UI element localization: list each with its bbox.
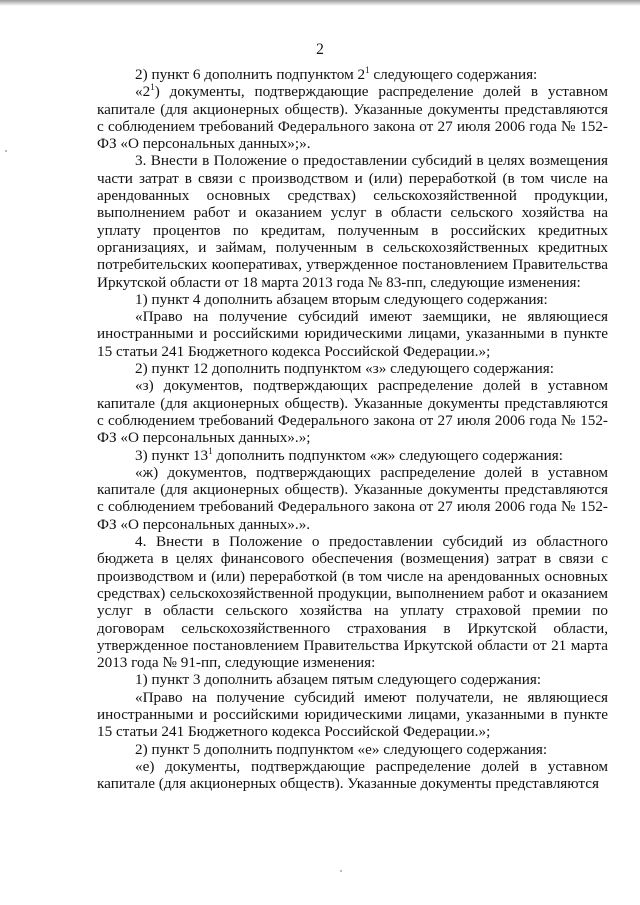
page-number: 2 xyxy=(316,41,324,58)
scan-speck xyxy=(340,870,342,872)
scan-edge-shadow xyxy=(0,0,640,6)
document-paragraph xyxy=(97,377,608,446)
paragraph-text: следующего содержания: xyxy=(369,66,538,83)
paragraph-text: 2) пункт 6 дополнить подпунктом 2 xyxy=(135,66,366,83)
document-paragraph xyxy=(97,66,608,83)
paragraph-text: «з) документов, подтверждающих распределение долей в уставном капитале (для акционерных обществ). Указанные документы представляются с соблюдением требований Федерального закона от 27 июля 2006 года № 152-ФЗ «О персональных данных».»; xyxy=(97,377,608,447)
superscript-index: 1 xyxy=(365,65,370,75)
document-paragraph xyxy=(97,758,608,793)
document-paragraph xyxy=(97,152,608,290)
document-paragraph xyxy=(97,447,608,464)
document-body xyxy=(97,66,608,792)
document-paragraph xyxy=(97,291,608,308)
paragraph-text: «Право на получение субсидий имеют заемщики, не являющиеся иностранными и российскими юридическими лицами, указанными в пункте 15 статьи 241 Бюджетного кодекса Российской Федерации.»; xyxy=(97,308,608,360)
paragraph-text: 1) пункт 3 дополнить абзацем пятым следующего содержания: xyxy=(135,671,542,689)
scan-speck xyxy=(5,150,7,152)
document-paragraph xyxy=(97,689,608,741)
paragraph-text: 3) пункт 13 xyxy=(135,446,209,464)
paragraph-text: 3. Внести в Положение о предоставлении субсидий в целях возмещения части затрат в связи с производством и (или) переработкой (в том числе на арендованных основных средствах) сельскохозяйственной продукции, выполнением работ и оказанием услуг в области сельского хозяйства на уплату процентов по кредитам, полученным в российских кредитных организациях, и займам, полученным в сельскохозяйственных кредитных потребительских кооперативах, утвержденное постановлением Правительства Иркутской области от 18 марта 2013 года № 83-пп, следующие изменения: xyxy=(97,152,608,291)
document-paragraph xyxy=(97,83,608,152)
paragraph-text: 2) пункт 12 дополнить подпунктом «з» следующего содержания: xyxy=(135,360,554,378)
document-paragraph xyxy=(97,360,608,377)
paragraph-text: «Право на получение субсидий имеют получатели, не являющиеся иностранными и российскими юридическими лицами, указанными в пункте 15 статьи 241 Бюджетного кодекса Российской Федерации.»; xyxy=(97,688,608,741)
paragraph-text: «2 xyxy=(135,83,151,101)
document-paragraph xyxy=(97,671,608,688)
document-paragraph xyxy=(97,464,608,533)
superscript-index: 1 xyxy=(208,445,213,456)
paragraph-text: «е) документы, подтверждающие распределение долей в уставном капитале (для акционерных обществ). Указанные документы представляются xyxy=(97,757,608,793)
paragraph-text: ) документы, подтверждающие распределение долей в уставном капитале (для акционерных обществ). Указанные документы представляются с соблюдением требований Федерального закона от 27 июля 2006 года № 152-ФЗ «О персональных данных»;». xyxy=(97,83,608,153)
paragraph-text: дополнить подпунктом «ж» следующего содержания: xyxy=(212,446,563,464)
superscript-index: 1 xyxy=(150,82,155,93)
paragraph-text: 4. Внести в Положение о предоставлении субсидий из областного бюджета в целях финансового обеспечения (возмещения) затрат в связи с производством и (или) переработкой (в том числе на арендованных основных средствах) сельскохозяйственной продукции, выполнением работ и оказанием услуг в области сельского хозяйства на уплату страховой премии по договорам сельскохозяйственного страхования в Иркутской области, утвержденное постановлением Правительства Иркутской области от 21 марта 2013 года № 91-пп, следующие изменения: xyxy=(97,533,608,672)
document-paragraph xyxy=(97,741,608,758)
paragraph-text: «ж) документов, подтверждающих распределение долей в уставном капитале (для акционерных обществ). Указанные документы представляются с соблюдением требований Федерального закона от 27 июля 2006 года № 152-ФЗ «О персональных данных».». xyxy=(97,463,608,533)
paragraph-text: 1) пункт 4 дополнить абзацем вторым следующего содержания: xyxy=(135,290,548,308)
document-paragraph xyxy=(97,308,608,360)
document-paragraph xyxy=(97,533,608,671)
paragraph-text: 2) пункт 5 дополнить подпунктом «е» следующего содержания: xyxy=(135,740,548,758)
